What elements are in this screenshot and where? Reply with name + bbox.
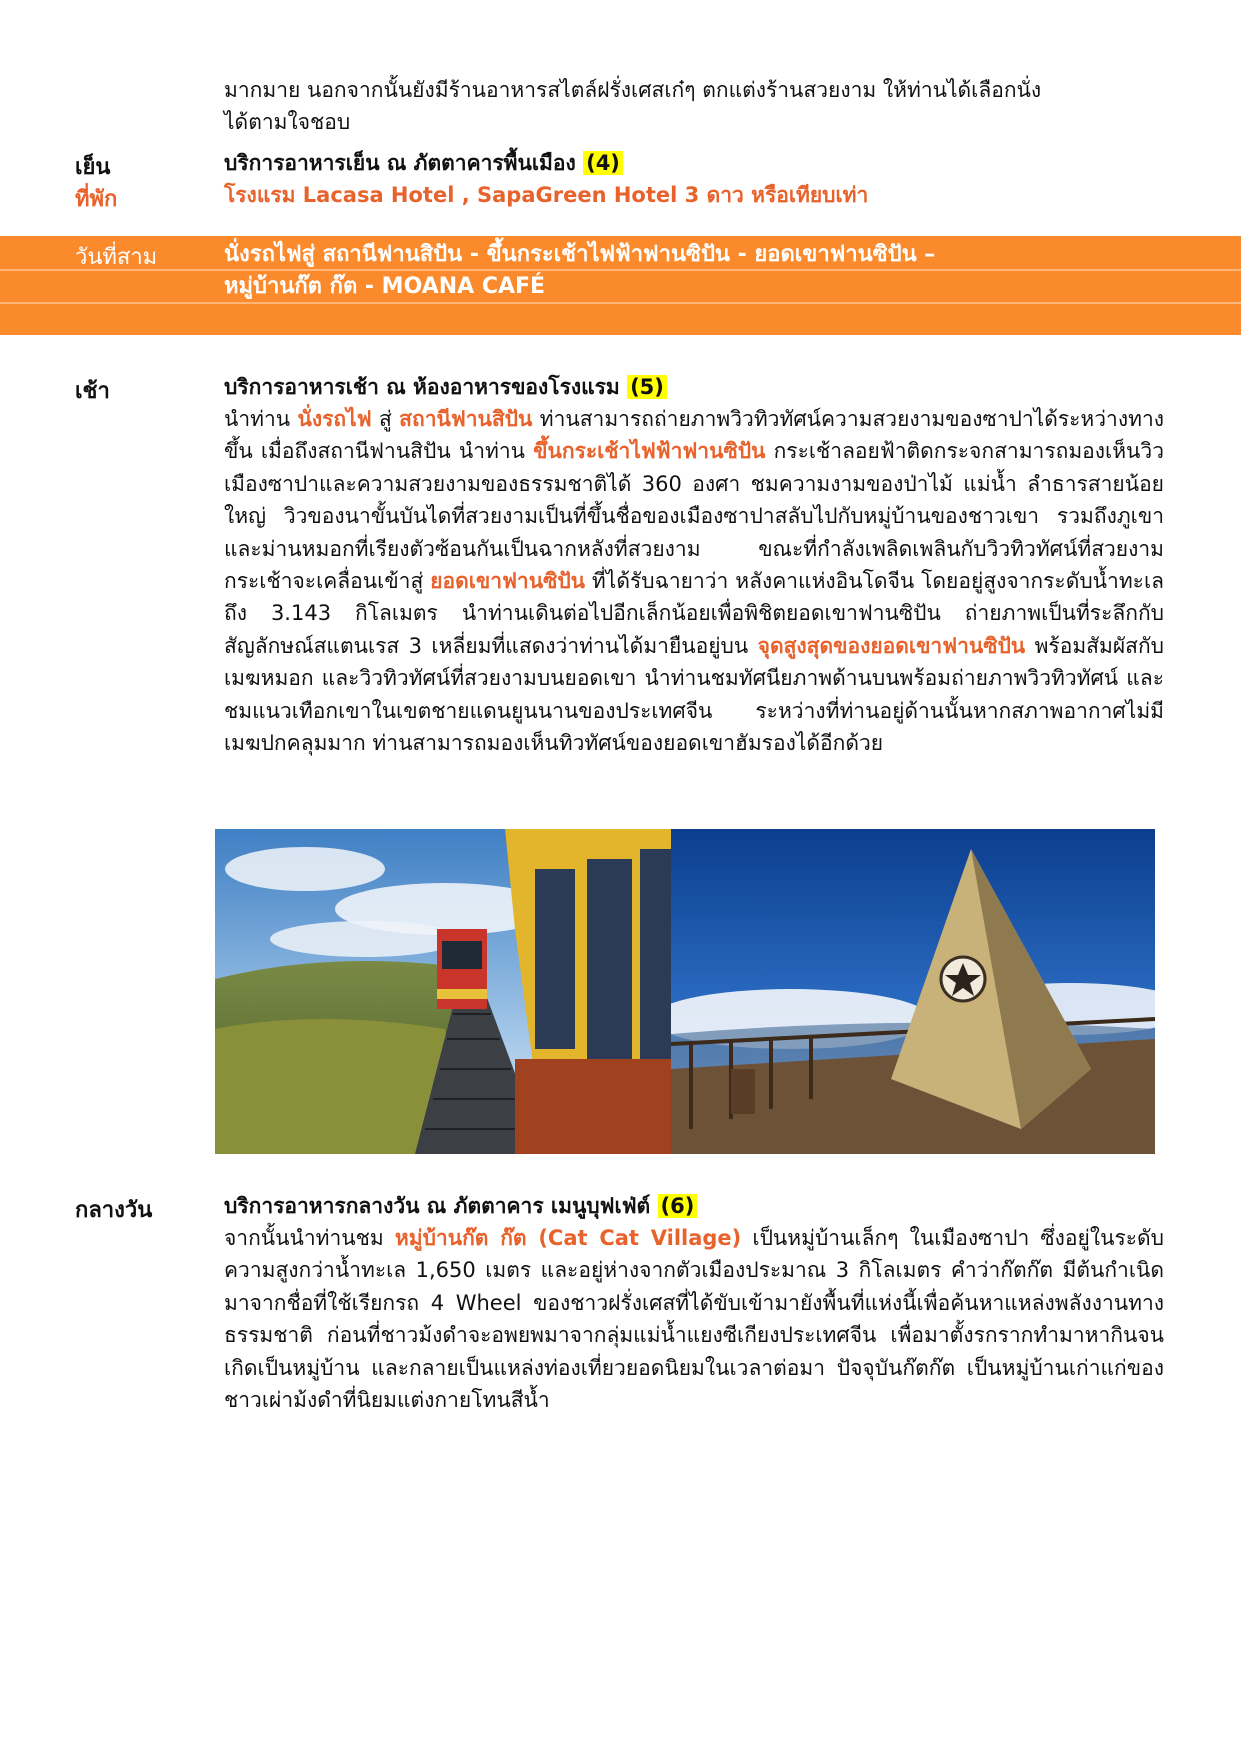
breakfast-heading-text: บริการอาหารเช้า ณ ห้องอาหารของโรงแรม bbox=[224, 375, 628, 399]
day-header-band bbox=[0, 236, 1241, 335]
dinner-tag: (4) bbox=[583, 151, 623, 175]
paragraph-text: จากนั้นนำท่านชม bbox=[224, 1226, 395, 1250]
highlighted-place-name: หมู่บ้านก๊ต ก๊ต (Cat Cat Village) bbox=[394, 1226, 742, 1250]
dinner-label: เย็น bbox=[75, 155, 111, 180]
intro-line-2: ได้ตามใจชอบ bbox=[224, 110, 351, 135]
breakfast-tag: (5) bbox=[627, 375, 667, 399]
highlighted-place-name: จุดสูงสุดของยอดเขาฟานซิปัน bbox=[757, 633, 1026, 658]
highlighted-place-name: นั่งรถไฟ bbox=[297, 407, 372, 431]
breakfast-description bbox=[224, 403, 1164, 759]
hotel-label: ที่พัก bbox=[75, 187, 118, 212]
day-title bbox=[224, 239, 935, 303]
lunch-heading bbox=[224, 1190, 1164, 1222]
paragraph-text: สู่ bbox=[371, 407, 400, 431]
hotel-text: โรงแรม Lacasa Hotel , SapaGreen Hotel 3 ดาว หรือเทียบเท่า bbox=[224, 183, 869, 207]
paragraph-text: ท่านสามารถถ่ายภาพวิวทิวทัศน์ความสวยงามของซาปาได้ระหว่างทางขึ้น เมื่อถึงสถานีฟานสิปัน นำท่าน bbox=[224, 407, 1164, 464]
highlighted-place-name: สถานีฟานสิปัน bbox=[399, 407, 533, 431]
highlighted-place-name: ขึ้นกระเช้าไฟฟ้าฟานซิปัน bbox=[533, 439, 766, 464]
breakfast-heading bbox=[224, 371, 1164, 403]
paragraph-text: กระเช้าลอยฟ้าติดกระจกสามารถมองเห็นวิวเมืองซาปาและความสวยงามของธรรมชาติได้ 360 องศา ชมความงามของป่าไม้ แม่น้ำ ลำธารสายน้อยใหญ่ วิวของนาขั้นบันไดที่สวยงามเป็นที่ขึ้นชื่อของเมืองซาปาสลับไปกับหมู่บ้านของชาวเขา รวมถึงภูเขาและม่านหมอกที่เรียงตัวซ้อนกันเป็นฉากหลังที่สวยงาม ขณะที่กำลังเพลิดเพลินกับวิวทิวทัศน์ที่สวยงามกระเช้าจะเคลื่อนเข้าสู่ bbox=[224, 439, 1164, 594]
paragraph-text: เป็นหมู่บ้านเล็กๆ ในเมืองซาปา ซึ่งอยู่ในระดับความสูงกว่าน้ำทะเล 1,650 เมตร และอยู่ห่างจากตัวเมืองประมาณ 3 กิโลเมตร คำว่าก๊ตก๊ต มีต้นกำเนิดมาจากชื่อที่ใช้เรียกรถ 4 Wheel ของชาวฝรั่งเศสที่ได้ขับเข้ามายังพื้นที่แห่งนี้เพื่อค้นหาแหล่งพลังงานทางธรรมชาติ ก่อนที่ชาวม้งดำจะอพยพมาจากลุ่มแม่น้ำแยงซีเกียงประเทศจีน เพื่อมาตั้งรกรากทำมาหากินจนเกิดเป็นหมู่บ้าน และกลายเป็นแหล่งท่องเที่ยวยอดนิยมในเวลาต่อมา ปัจจุบันก๊ตก๊ต เป็นหมู่บ้านเก่าแก่ของชาวเผ่าม้งดำที่นิยมแต่งกายโทนสีน้ำ bbox=[224, 1226, 1164, 1413]
intro-line-1: มากมาย นอกจากนั้นยังมีร้านอาหารสไตล์ฝรั่งเศสเก๋ๆ ตกแต่งร้านสวยงาม ให้ท่านได้เลือกนั่ง bbox=[224, 78, 1042, 102]
day-title-line-2: หมู่บ้านก๊ต ก๊ต - MOANA CAFÉ bbox=[224, 274, 546, 299]
lunch-description bbox=[224, 1222, 1164, 1416]
paragraph-text: พร้อมสัมผัสกับเมฆหมอก และวิวทิวทัศน์ที่สวยงามบนยอดเขา นำท่านชมทัศนียภาพด้านบนพร้อมถ่ายภาพวิวทิวทัศน์ และชมแนวเทือกเขาในเขตชายแดนยูนนานของประเทศจีน ระหว่างที่ท่านอยู่ด้านนั้นหากสภาพอากาศไม่มีเมฆปกคลุมมาก ท่านสามารถมองเห็นทิวทัศน์ของยอดเขาฮัมรองได้อีกด้วย bbox=[224, 633, 1164, 756]
breakfast-label: เช้า bbox=[75, 379, 110, 404]
day-title-line-1: นั่งรถไฟสู่ สถานีฟานสิปัน - ขึ้นกระเช้าไฟฟ้าฟานซิปัน - ยอดเขาฟานซิปัน – bbox=[224, 242, 936, 267]
paragraph-text: ที่ได้รับฉายาว่า หลังคาแห่งอินโดจีน โดยอยู่สูงจากระดับน้ำทะเลถึง 3.143 กิโลเมตร นำท่านเดินต่อไปอีกเล็กน้อยเพื่อพิชิตยอดเขาฟานซิปัน ถ่ายภาพเป็นที่ระลึกกับสัญลักษณ์สแตนเรส 3 เหลี่ยมที่แสดงว่าท่านได้มายืนอยู่บน bbox=[224, 569, 1164, 658]
paragraph-text: นำท่าน bbox=[224, 407, 298, 431]
dinner-line bbox=[224, 147, 1164, 179]
intro-paragraph bbox=[224, 74, 1164, 139]
train-photo bbox=[215, 829, 671, 1154]
highlighted-place-name: ยอดเขาฟานซิปัน bbox=[430, 569, 586, 594]
lunch-heading-text: บริการอาหารกลางวัน ณ ภัตตาคาร เมนูบุฟเฟ่ต์ bbox=[224, 1194, 658, 1218]
lunch-label: กลางวัน bbox=[75, 1198, 153, 1223]
day-label: วันที่สาม bbox=[75, 245, 158, 270]
fansipan-peak-photo bbox=[671, 829, 1155, 1154]
lunch-tag: (6) bbox=[658, 1194, 698, 1218]
dinner-text: บริการอาหารเย็น ณ ภัตตาคารพื้นเมือง bbox=[224, 151, 584, 175]
